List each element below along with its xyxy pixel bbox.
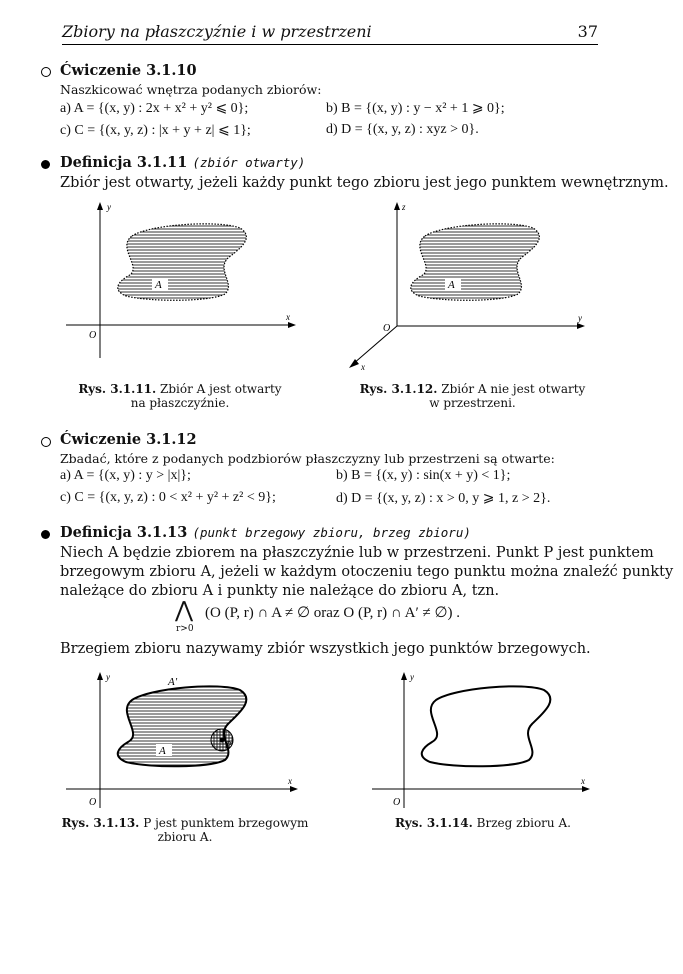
definition-heading <box>60 524 471 541</box>
x-axis <box>353 326 397 364</box>
point-label: P <box>226 740 232 750</box>
caption-line1: Zbiór A nie jest otwarty <box>441 382 586 396</box>
caption-number: Rys. 3.1.13. <box>61 816 140 830</box>
y-axis-arrow-icon <box>577 323 585 329</box>
figure-3-1-14 <box>368 668 598 813</box>
caption-line1: Brzeg zbioru A. <box>476 816 571 830</box>
exercise-title: Ćwiczenie 3.1.12 <box>60 431 197 448</box>
exercise-item-b: b) B = {(x, y) : y − x² + 1 ⩾ 0}; <box>326 101 505 116</box>
y-axis-label: y <box>410 672 414 682</box>
exercise-item-d: d) D = {(x, y, z) : xyz > 0}. <box>326 122 479 137</box>
definition-title: Definicja 3.1.11 <box>60 154 188 171</box>
caption-3-1-14 <box>368 816 598 830</box>
definition-bullet <box>41 530 50 539</box>
y-axis-label: y <box>578 313 582 323</box>
y-axis-arrow-icon <box>97 672 103 680</box>
page-number: 37 <box>577 22 598 41</box>
set-label: A <box>159 745 166 757</box>
caption-line1: Zbiór A jest otwarty <box>160 382 282 396</box>
caption-line2: zbioru A. <box>157 830 213 844</box>
caption-number: Rys. 3.1.12. <box>359 382 438 396</box>
x-axis-arrow-icon <box>582 786 590 792</box>
y-axis-label: y <box>107 202 111 212</box>
boundary-curve <box>422 686 551 766</box>
x-axis-label: x <box>361 362 365 372</box>
quantifier-subscript: r>0 <box>176 624 194 634</box>
y-axis-arrow-icon <box>97 202 103 210</box>
exercise-item-b: b) B = {(x, y) : sin(x + y) < 1}; <box>336 468 511 483</box>
complement-label: A′ <box>168 676 178 688</box>
running-header <box>62 22 598 45</box>
open-set-shape <box>118 224 247 300</box>
definition-heading <box>60 154 305 171</box>
caption-3-1-11 <box>60 382 300 410</box>
set-shape <box>411 224 540 300</box>
quantifier-symbol: ⋀ <box>175 598 194 623</box>
z-axis-arrow-icon <box>394 202 400 210</box>
origin-label: O <box>393 797 401 808</box>
set-label: A <box>155 279 162 291</box>
exercise-intro: Naszkicować wnętrza podanych zbiorów: <box>60 82 322 97</box>
caption-3-1-13 <box>60 816 310 844</box>
origin-label: O <box>89 797 97 808</box>
origin-label: O <box>89 330 97 341</box>
exercise-item-c: c) C = {(x, y, z) : |x + y + z| ⩽ 1}; <box>60 123 251 138</box>
figure-3-1-12 <box>345 198 595 376</box>
caption-line2: na płaszczyźnie. <box>130 396 230 410</box>
definition-line-1: Niech A będzie zbiorem na płaszczyźnie lub w przestrzeni. Punkt P jest punktem <box>60 545 654 561</box>
set-label: A <box>448 279 455 291</box>
x-axis-label: x <box>286 312 290 322</box>
caption-line1: P jest punktem brzegowym <box>143 816 309 830</box>
x-axis-label: x <box>581 776 585 786</box>
caption-line2: w przestrzeni. <box>429 396 516 410</box>
definition-line-3: należące do zbioru A i punkty nie należące do zbioru A, tzn. <box>60 583 500 599</box>
x-axis-arrow-icon <box>290 786 298 792</box>
caption-3-1-12 <box>345 382 600 410</box>
figure-3-1-11 <box>60 198 300 363</box>
origin-label: O <box>383 323 391 334</box>
set-shape <box>118 686 247 766</box>
definition-bullet <box>41 160 50 169</box>
y-axis-arrow-icon <box>401 672 407 680</box>
y-axis-label: y <box>106 672 110 682</box>
definition-line-4: Brzegiem zbioru nazywamy zbiór wszystkich jego punktów brzegowych. <box>60 641 591 657</box>
definition-text: Zbiór jest otwarty, jeżeli każdy punkt tego zbioru jest jego punktem wewnętrznym. <box>60 175 669 191</box>
exercise-item-d: d) D = {(x, y, z) : x > 0, y ⩾ 1, z > 2}. <box>336 491 551 506</box>
boundary-point <box>220 738 225 743</box>
exercise-title: Ćwiczenie 3.1.10 <box>60 62 197 79</box>
z-axis-label: z <box>402 202 406 212</box>
exercise-intro: Zbadać, które z podanych podzbiorów płaszczyzny lub przestrzeni są otwarte: <box>60 451 555 466</box>
caption-number: Rys. 3.1.14. <box>395 816 473 830</box>
definition-subtitle: (zbiór otwarty) <box>192 155 306 170</box>
header-title: Zbiory na płaszczyźnie i w przestrzeni <box>62 22 372 41</box>
boundary-formula: (O (P, r) ∩ A ≠ ∅ oraz O (P, r) ∩ A′ ≠ ∅) . <box>205 605 461 621</box>
exercise-bullet <box>41 437 51 447</box>
definition-title: Definicja 3.1.13 <box>60 524 188 541</box>
caption-number: Rys. 3.1.11. <box>78 382 157 396</box>
exercise-bullet <box>41 67 51 77</box>
exercise-item-c: c) C = {(x, y, z) : 0 < x² + y² + z² < 9}; <box>60 490 276 505</box>
definition-subtitle: (punkt brzegowy zbioru, brzeg zbioru) <box>192 525 471 540</box>
definition-line-2: brzegowym zbioru A, jeżeli w każdym otoczeniu tego punktu można znaleźć punkty <box>60 564 674 580</box>
exercise-item-a: a) A = {(x, y) : 2x + x² + y² ⩽ 0}; <box>60 101 249 116</box>
x-axis-label: x <box>288 776 292 786</box>
exercise-item-a: a) A = {(x, y) : y > |x|}; <box>60 468 191 483</box>
figure-3-1-13 <box>60 668 305 813</box>
x-axis-arrow-icon <box>288 322 296 328</box>
